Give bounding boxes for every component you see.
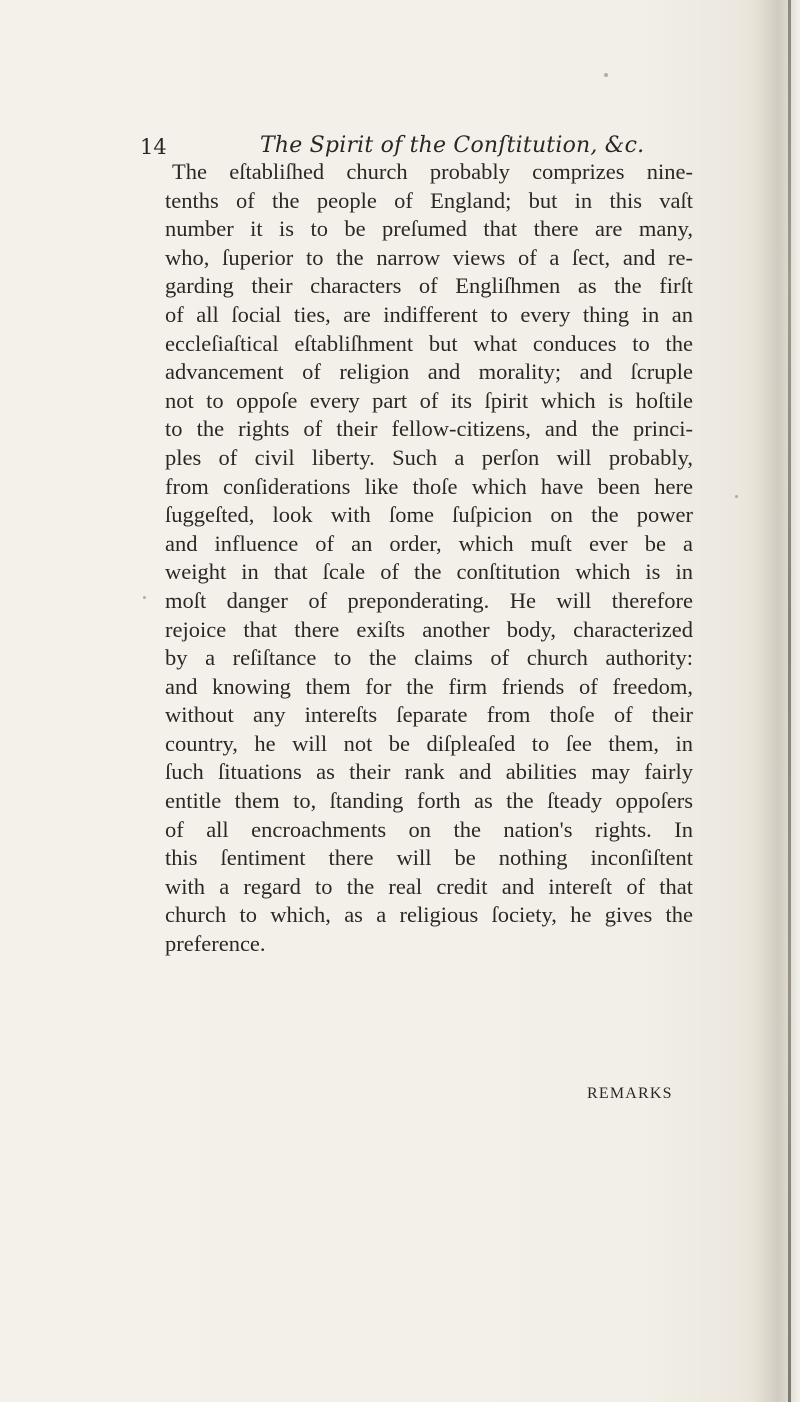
text-line: tenths of the people of England; but in this vaſt [165,187,693,213]
text-line: from conſiderations like thoſe which have been here [165,473,693,499]
text-line: and influence of an order, which muſt ever be a [165,530,693,556]
catchword: REMARKS [587,1085,673,1102]
text-line: ſuggeſted, look with ſome ſuſpicion on the power [165,502,693,528]
page-edge [788,0,791,1402]
paper-speck [143,596,146,599]
text-line: without any intereſts ſeparate from thoſe of their [165,702,693,728]
text-line: not to oppoſe every part of its ſpirit which is hoſtile [165,387,693,413]
text-line: who, ſuperior to the narrow views of a ſect, and re- [165,244,693,270]
text-line: to the rights of their fellow-citizens, and the princi- [165,416,693,442]
running-title: The Spirit of the Conſtitution, &c. [260,133,645,158]
paper-speck [735,495,738,498]
text-line: and knowing them for the firm friends of freedom, [165,673,693,699]
text-line: by a reſiſtance to the claims of church authority: [165,645,693,671]
text-line: ples of civil liberty. Such a perſon will probably, [165,444,693,470]
text-line: rejoice that there exiſts another body, characterized [165,616,693,642]
text-line: eccleſiaſtical eſtabliſhment but what conduces to the [165,330,693,356]
text-line: entitle them to, ſtanding forth as the ſteady oppoſers [165,788,693,814]
text-line: this ſentiment there will be nothing inconſiſtent [165,845,693,871]
text-line: church to which, as a religious ſociety, he gives the [165,902,693,928]
text-line: preference. [165,931,266,957]
text-line: of all encroachments on the nation's rights. In [165,816,693,842]
text-line: advancement of religion and morality; and ſcruple [165,359,693,385]
text-line: garding their characters of Engliſhmen as the firſt [165,273,693,299]
text-line: of all ſocial ties, are indifferent to every thing in an [165,301,693,327]
text-line: country, he will not be diſpleaſed to ſee them, in [165,730,693,756]
paper-speck [604,73,608,77]
text-line: moſt danger of preponderating. He will therefore [165,587,693,613]
text-line: number it is to be preſumed that there are many, [165,216,693,242]
text-line: The eſtabliſhed church probably comprizes nine- [172,159,693,184]
body-paragraph [165,158,693,959]
page-number: 14 [140,135,167,159]
text-line: ſuch ſituations as their rank and abilities may fairly [165,759,693,785]
text-line: with a regard to the real credit and intereſt of that [165,873,693,899]
page-gutter-shadow [752,0,800,1402]
text-line: weight in that ſcale of the conſtitution which is in [165,559,693,585]
